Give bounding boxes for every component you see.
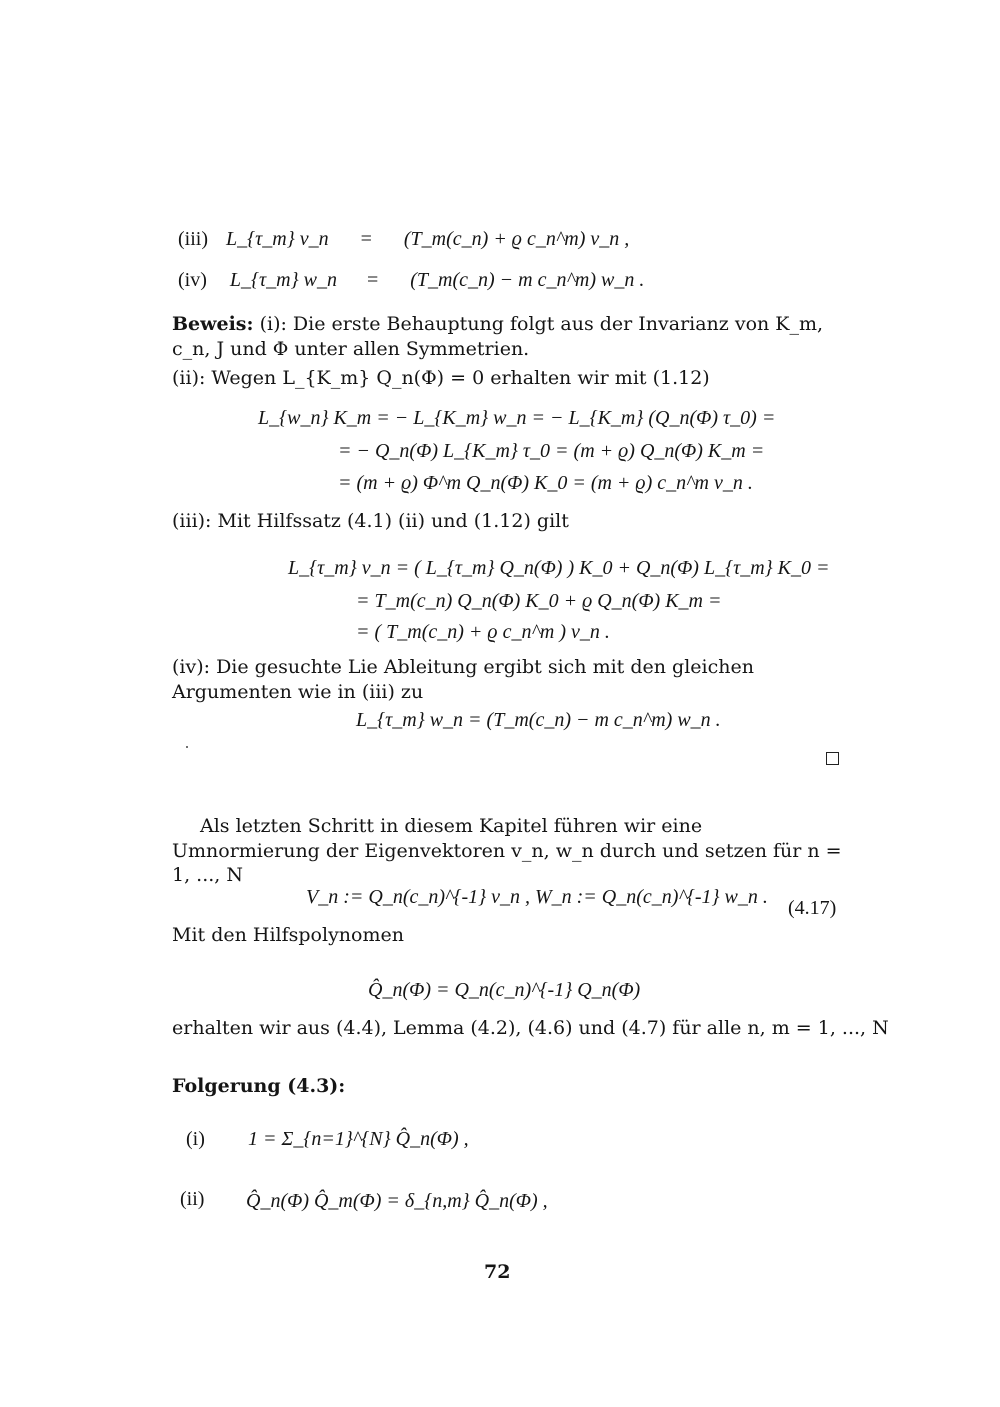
proof-part-ii: (ii): Wegen L_{K_m} Q_n(Φ) = 0 erhalten wir mit (1.12) [172, 367, 710, 389]
renorm-paragraph: Als letzten Schritt in diesem Kapitel führen wir eine Umnormierung der Eigenvektoren v_n, w_n durch und setzen für n = 1, ..., N [172, 815, 842, 887]
item-rhs: (T_m(c_n) + ϱ c_n^m) v_n , [403, 228, 630, 250]
eq-ii-line-3: = (m + ϱ) Φ^m Q_n(Φ) K_0 = (m + ϱ) c_n^m v_n . [338, 472, 753, 494]
proof-part-iv: (iv): Die gesuchte Lie Ableitung ergibt sich mit den gleichen Argumenten wie in (iii) zu [172, 656, 754, 703]
proof-part-i-text: (i): Die erste Behauptung folgt aus der Invarianz von K_m, c_n, J und Φ unter allen Symmetrien. [172, 313, 824, 360]
item-rhs: (T_m(c_n) − m c_n^m) w_n . [410, 269, 645, 291]
eq-ii-line-1: L_{w_n} K_m = − L_{K_m} w_n = − L_{K_m} (Q_n(Φ) τ_0) = [258, 407, 776, 429]
eq-ii-line-2: = − Q_n(Φ) L_{K_m} τ_0 = (m + ϱ) Q_n(Φ) K_m = [338, 440, 765, 462]
proof-heading: Beweis: [172, 313, 254, 335]
item-iii [178, 226, 629, 252]
erhalten-text: erhalten wir aus (4.4), Lemma (4.2), (4.6) und (4.7) für alle n, m = 1, ..., N [172, 1017, 889, 1039]
folgerung-item-i-formula: 1 = Σ_{n=1}^{N} Q̂_n(Φ) , [248, 1128, 469, 1150]
hilfs-equation: Q̂_n(Φ) = Q_n(c_n)^{-1} Q_n(Φ) [368, 979, 641, 1001]
page-number: 72 [484, 1261, 511, 1283]
item-label: (iv) [178, 269, 207, 291]
folgerung-item-i-label: (i) [186, 1128, 205, 1150]
eq-iii-line-1: L_{τ_m} v_n = ( L_{τ_m} Q_n(Φ) ) K_0 + Q_n(Φ) L_{τ_m} K_0 = [288, 557, 830, 579]
item-lhs: L_{τ_m} v_n [226, 228, 329, 250]
item-lhs: L_{τ_m} w_n [229, 269, 337, 291]
folgerung-item-ii-formula: Q̂_n(Φ) Q̂_m(Φ) = δ_{n,m} Q̂_n(Φ) , [246, 1190, 548, 1212]
eq-417-formula: V_n := Q_n(c_n)^{-1} v_n , W_n := Q_n(c_n)^{-1} w_n . [306, 886, 768, 908]
proof-part-i [172, 312, 847, 361]
eq-iii-line-3: = ( T_m(c_n) + ϱ c_n^m ) v_n . [356, 621, 610, 643]
hilfs-text: Mit den Hilfspolynomen [172, 924, 404, 946]
item-eq: = [360, 228, 372, 250]
eq-iii-line-2: = T_m(c_n) Q_n(Φ) K_0 + ϱ Q_n(Φ) K_m = [356, 590, 722, 612]
folgerung-heading: Folgerung (4.3): [172, 1075, 346, 1097]
item-label: (iii) [178, 228, 208, 250]
folgerung-item-ii-label: (ii) [180, 1188, 205, 1210]
eq-417-number: (4.17) [788, 897, 837, 919]
stray-dot [186, 746, 188, 748]
item-iv [178, 267, 644, 293]
eq-iv: L_{τ_m} w_n = (T_m(c_n) − m c_n^m) w_n . [356, 709, 721, 731]
item-eq: = [366, 269, 379, 291]
qed-box-icon [826, 752, 839, 765]
proof-part-iii: (iii): Mit Hilfssatz (4.1) (ii) und (1.12) gilt [172, 510, 569, 532]
